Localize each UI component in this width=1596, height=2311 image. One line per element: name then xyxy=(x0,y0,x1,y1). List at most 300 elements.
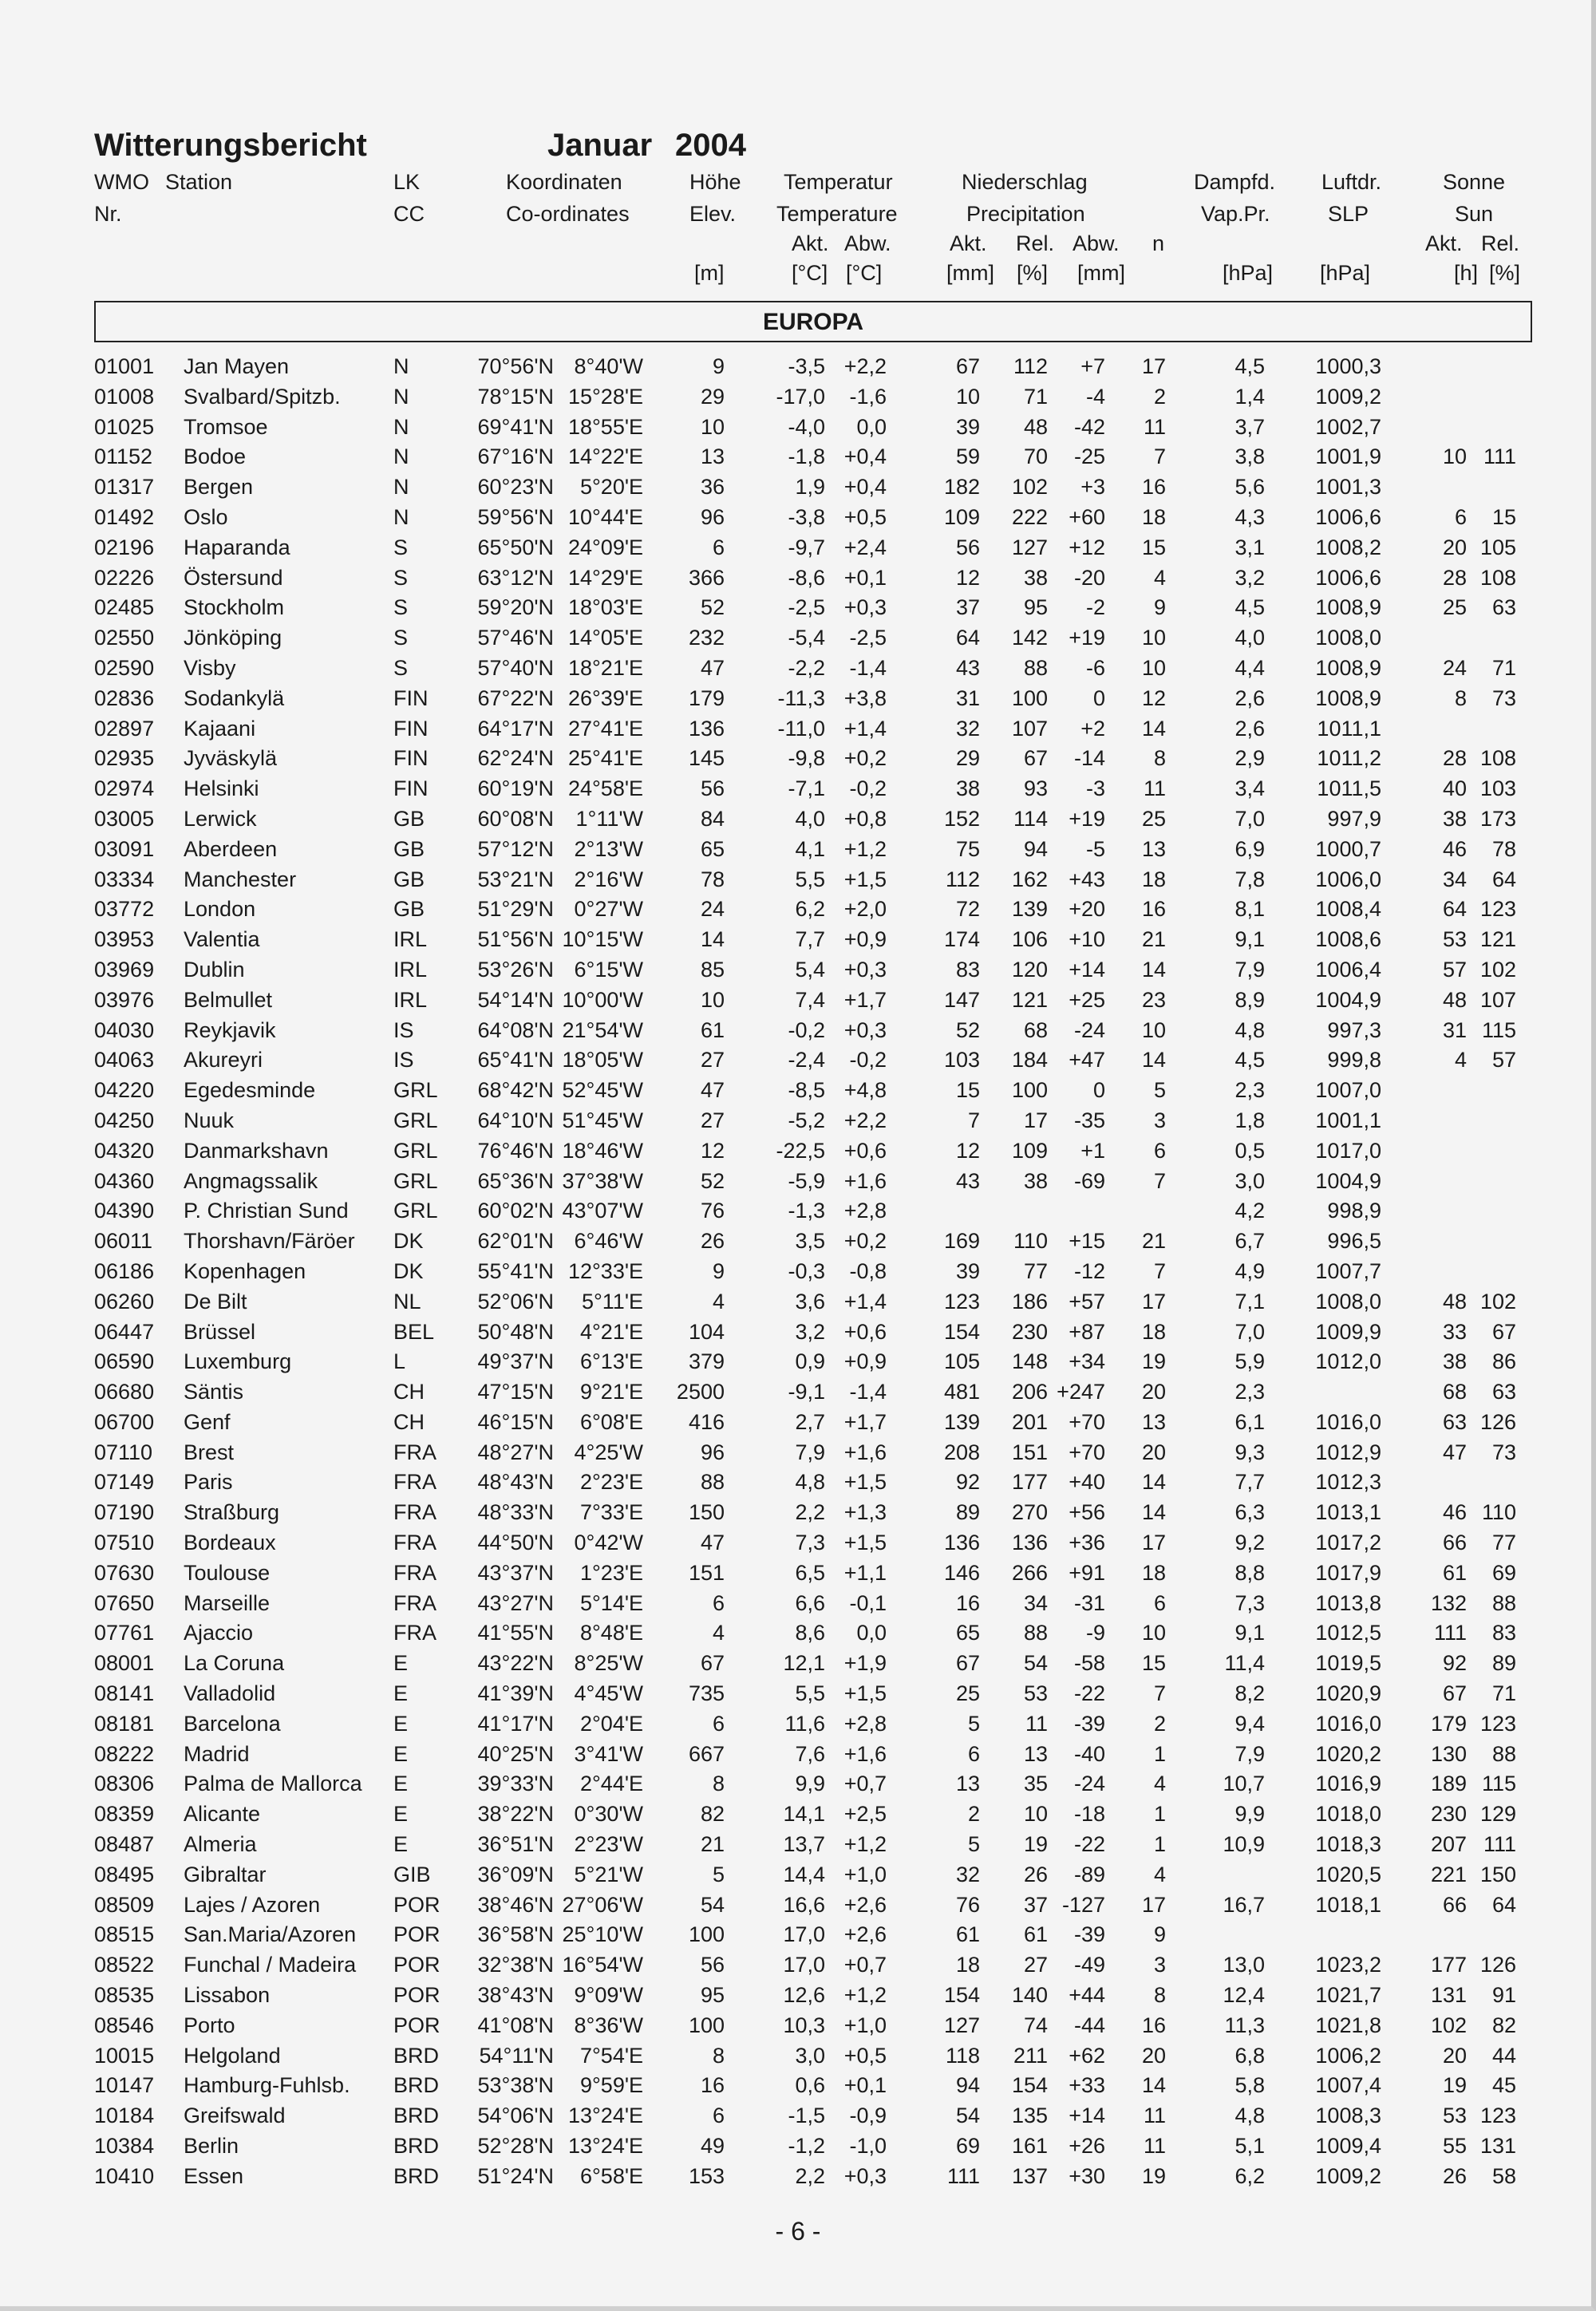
cell-wmo: 08306 xyxy=(94,1772,155,1796)
cell-temp-abw: +1,5 xyxy=(843,867,887,891)
cell-prec-rel: 106 xyxy=(1011,927,1048,952)
table-row xyxy=(0,985,1596,1015)
cell-station: Reykjavik xyxy=(184,1017,276,1042)
cell-temp-abw: +1,4 xyxy=(843,1289,887,1314)
cell-wmo: 08181 xyxy=(94,1711,155,1736)
cell-sun-akt: 38 xyxy=(1442,1349,1467,1374)
cell-lon: 10°00'W xyxy=(562,987,643,1012)
cell-sun-rel: 121 xyxy=(1479,927,1516,952)
cell-prec-abw: +47 xyxy=(1069,1048,1105,1073)
cell-lk: E xyxy=(393,1802,409,1827)
table-row xyxy=(0,1317,1596,1347)
cell-lk: N xyxy=(393,444,409,469)
cell-sun-rel: 78 xyxy=(1491,836,1516,861)
unit-prec-abw: [mm] xyxy=(1077,261,1125,285)
cell-slp: 1017,9 xyxy=(1315,1560,1381,1585)
cell-prec-rel: 27 xyxy=(1023,1953,1048,1977)
cell-temp-abw: +1,1 xyxy=(843,1560,887,1585)
cell-prec-n: 18 xyxy=(1141,504,1166,529)
cell-lon: 18°03'E xyxy=(567,595,643,620)
cell-lk: BRD xyxy=(393,2163,440,2188)
cell-prec-akt: 5 xyxy=(967,1832,980,1857)
cell-elev: 150 xyxy=(688,1500,725,1525)
col-hoehe: Höhe xyxy=(689,170,741,194)
cell-prec-n: 8 xyxy=(1153,746,1166,771)
cell-prec-rel: 140 xyxy=(1011,1983,1048,2008)
cell-prec-akt: 59 xyxy=(955,444,980,469)
cell-elev: 379 xyxy=(688,1349,725,1374)
cell-station: Kajaani xyxy=(184,716,256,741)
table-row xyxy=(0,653,1596,683)
cell-lon: 24°09'E xyxy=(567,535,643,559)
cell-vappr: 6,7 xyxy=(1235,1229,1265,1254)
cell-lon: 16°54'W xyxy=(562,1953,643,1977)
cell-prec-abw: -31 xyxy=(1073,1590,1105,1615)
region-label: EUROPA xyxy=(762,309,864,335)
cell-elev: 8 xyxy=(712,2043,725,2068)
cell-station: Bodoe xyxy=(184,444,247,469)
cell-sun-akt: 102 xyxy=(1430,2013,1467,2037)
cell-prec-akt: 147 xyxy=(943,987,980,1012)
cell-prec-rel: 230 xyxy=(1011,1319,1048,1344)
cell-station: Nuuk xyxy=(184,1108,235,1132)
cell-slp: 1011,1 xyxy=(1317,716,1381,741)
cell-prec-rel: 77 xyxy=(1023,1258,1048,1283)
cell-lon: 2°04'E xyxy=(579,1711,643,1736)
cell-station: Bergen xyxy=(184,475,254,500)
cell-prec-n: 14 xyxy=(1141,716,1166,741)
cell-prec-akt: 52 xyxy=(955,1017,980,1042)
table-row xyxy=(0,412,1596,442)
cell-prec-n: 20 xyxy=(1141,1380,1166,1404)
cell-prec-n: 14 xyxy=(1141,957,1166,982)
unit-sun-rel: [%] xyxy=(1489,261,1521,285)
cell-prec-n: 14 xyxy=(1141,1048,1166,1073)
cell-vappr: 9,9 xyxy=(1235,1802,1265,1827)
cell-elev: 47 xyxy=(700,1531,725,1555)
cell-temp-abw: +0,7 xyxy=(843,1772,887,1796)
table-row xyxy=(0,1075,1596,1105)
table-row xyxy=(0,351,1596,381)
cell-elev: 366 xyxy=(688,565,725,590)
cell-lon: 7°54'E xyxy=(579,2043,643,2068)
cell-lk: S xyxy=(393,655,409,680)
cell-wmo: 01008 xyxy=(94,384,155,409)
cell-temp-akt: -5,4 xyxy=(788,626,825,650)
cell-elev: 78 xyxy=(700,867,725,891)
cell-elev: 151 xyxy=(688,1560,725,1585)
cell-lk: FIN xyxy=(393,776,429,801)
cell-temp-akt: 5,4 xyxy=(795,957,825,982)
cell-lon: 37°38'W xyxy=(562,1168,643,1193)
cell-slp: 1004,9 xyxy=(1315,987,1381,1012)
cell-sun-rel: 108 xyxy=(1479,565,1516,590)
cell-temp-akt: -9,1 xyxy=(788,1380,825,1404)
cell-sun-akt: 221 xyxy=(1430,1862,1467,1886)
cell-slp: 1012,3 xyxy=(1315,1470,1381,1495)
region-header xyxy=(94,301,1532,342)
cell-sun-akt: 20 xyxy=(1442,2043,1467,2068)
cell-temp-abw: +0,5 xyxy=(843,504,887,529)
cell-vappr: 2,3 xyxy=(1235,1078,1265,1103)
cell-sun-rel: 69 xyxy=(1491,1560,1516,1585)
cell-vappr: 13,0 xyxy=(1223,1953,1265,1977)
cell-lon: 6°46'W xyxy=(574,1229,643,1254)
cell-slp: 1012,0 xyxy=(1315,1349,1381,1374)
cell-wmo: 08359 xyxy=(94,1802,155,1827)
cell-slp: 998,9 xyxy=(1327,1199,1381,1223)
cell-elev: 88 xyxy=(700,1470,725,1495)
cell-lon: 2°44'E xyxy=(579,1772,643,1796)
cell-slp: 1008,2 xyxy=(1315,535,1381,559)
cell-station: Brüssel xyxy=(184,1319,256,1344)
cell-prec-abw: -24 xyxy=(1073,1017,1105,1042)
cell-elev: 96 xyxy=(700,1440,725,1464)
cell-lk: GRL xyxy=(393,1199,438,1223)
cell-lon: 13°24'E xyxy=(567,2104,643,2128)
unit-dampfd: [hPa] xyxy=(1223,261,1274,285)
cell-prec-abw: -4 xyxy=(1085,384,1105,409)
cell-temp-akt: 3,0 xyxy=(795,2043,825,2068)
cell-prec-akt: 72 xyxy=(955,897,980,922)
cell-slp: 1001,1 xyxy=(1315,1108,1381,1132)
cell-lon: 15°28'E xyxy=(567,384,643,409)
cell-lon: 9°59'E xyxy=(579,2073,643,2098)
cell-elev: 67 xyxy=(700,1651,725,1676)
cell-elev: 4 xyxy=(712,1289,725,1314)
col-temperature: Temperature xyxy=(776,202,898,226)
cell-lat: 53°38'N xyxy=(477,2073,554,2098)
unit-prec-rel: [%] xyxy=(1017,261,1049,285)
cell-prec-abw: -12 xyxy=(1073,1258,1105,1283)
col-sun-rel: Rel. xyxy=(1481,231,1520,255)
cell-station: Gibraltar xyxy=(184,1862,267,1886)
cell-wmo: 07650 xyxy=(94,1590,155,1615)
cell-prec-abw: -18 xyxy=(1073,1802,1105,1827)
cell-prec-abw: +10 xyxy=(1069,927,1105,952)
cell-lon: 8°48'E xyxy=(579,1621,643,1645)
cell-sun-rel: 111 xyxy=(1483,444,1516,469)
table-row xyxy=(0,472,1596,502)
cell-sun-rel: 105 xyxy=(1479,535,1516,559)
cell-wmo: 02226 xyxy=(94,565,155,590)
cell-vappr: 8,1 xyxy=(1235,897,1265,922)
cell-temp-akt: -2,4 xyxy=(788,1048,825,1073)
cell-slp: 1021,8 xyxy=(1315,2013,1381,2037)
cell-temp-akt: 3,6 xyxy=(795,1289,825,1314)
cell-lat: 60°08'N xyxy=(477,806,554,831)
cell-lk: NL xyxy=(393,1289,421,1314)
cell-prec-abw: +2 xyxy=(1080,716,1105,741)
cell-lk: BRD xyxy=(393,2104,440,2128)
cell-temp-akt: 6,5 xyxy=(795,1560,825,1585)
cell-lat: 68°42'N xyxy=(477,1078,554,1103)
cell-station: Madrid xyxy=(184,1741,250,1766)
cell-temp-abw: +1,0 xyxy=(843,2013,887,2037)
cell-prec-rel: 68 xyxy=(1023,1017,1048,1042)
cell-temp-abw: -0,1 xyxy=(849,1590,887,1615)
cell-temp-akt: 5,5 xyxy=(795,1681,825,1706)
cell-slp: 1023,2 xyxy=(1315,1953,1381,1977)
cell-prec-abw: -44 xyxy=(1073,2013,1105,2037)
cell-prec-n: 4 xyxy=(1153,1862,1166,1886)
cell-lat: 60°19'N xyxy=(477,776,554,801)
cell-wmo: 07510 xyxy=(94,1531,155,1555)
cell-sun-rel: 82 xyxy=(1491,2013,1516,2037)
cell-prec-rel: 136 xyxy=(1011,1531,1048,1555)
cell-slp: 1018,1 xyxy=(1315,1892,1381,1917)
cell-sun-rel: 111 xyxy=(1483,1832,1516,1857)
cell-temp-abw: +1,9 xyxy=(843,1651,887,1676)
cell-prec-akt: 39 xyxy=(955,414,980,439)
cell-vappr: 7,7 xyxy=(1235,1470,1265,1495)
table-row xyxy=(0,622,1596,653)
cell-vappr: 5,9 xyxy=(1235,1349,1265,1374)
cell-temp-akt: 14,1 xyxy=(783,1802,825,1827)
cell-prec-rel: 11 xyxy=(1025,1711,1048,1736)
cell-temp-akt: -17,0 xyxy=(776,384,825,409)
cell-wmo: 01317 xyxy=(94,475,155,500)
cell-sun-akt: 177 xyxy=(1430,1953,1467,1977)
cell-prec-abw: +7 xyxy=(1080,354,1105,378)
cell-vappr: 7,3 xyxy=(1235,1590,1265,1615)
cell-lk: FIN xyxy=(393,685,429,710)
cell-lat: 54°14'N xyxy=(477,987,554,1012)
cell-prec-akt: 481 xyxy=(943,1380,980,1404)
cell-prec-abw: +60 xyxy=(1069,504,1105,529)
cell-prec-abw: +14 xyxy=(1069,957,1105,982)
cell-lk: S xyxy=(393,595,409,620)
cell-lk: N xyxy=(393,384,409,409)
cell-slp: 1017,2 xyxy=(1315,1531,1381,1555)
cell-sun-akt: 130 xyxy=(1430,1741,1467,1766)
table-row xyxy=(0,1226,1596,1256)
cell-vappr: 9,1 xyxy=(1235,1621,1265,1645)
cell-prec-abw: -20 xyxy=(1073,565,1105,590)
cell-lat: 43°22'N xyxy=(477,1651,554,1676)
cell-temp-akt: 10,3 xyxy=(783,2013,825,2037)
cell-lat: 36°09'N xyxy=(477,1862,554,1886)
cell-temp-akt: 1,9 xyxy=(795,475,825,500)
cell-prec-akt: 15 xyxy=(955,1078,980,1103)
cell-prec-rel: 211 xyxy=(1013,2043,1048,2068)
cell-sun-rel: 63 xyxy=(1491,595,1516,620)
cell-vappr: 7,0 xyxy=(1235,806,1265,831)
cell-lk: GB xyxy=(393,867,425,891)
cell-station: Helgoland xyxy=(184,2043,281,2068)
table-row xyxy=(0,1497,1596,1527)
cell-slp: 1021,7 xyxy=(1315,1983,1381,2008)
table-row xyxy=(0,1768,1596,1799)
cell-prec-akt: 61 xyxy=(955,1922,980,1947)
cell-lat: 54°11'N xyxy=(479,2043,554,2068)
col-prec-rel: Rel. xyxy=(1016,231,1055,255)
cell-temp-akt: 14,4 xyxy=(783,1862,825,1886)
cell-wmo: 08509 xyxy=(94,1892,155,1917)
cell-sun-rel: 107 xyxy=(1479,987,1516,1012)
cell-wmo: 03976 xyxy=(94,987,155,1012)
cell-sun-rel: 63 xyxy=(1491,1380,1516,1404)
cell-prec-abw: -22 xyxy=(1073,1832,1105,1857)
cell-lon: 10°15'W xyxy=(562,927,643,952)
cell-prec-n: 16 xyxy=(1141,2013,1166,2037)
cell-temp-akt: 2,7 xyxy=(795,1409,825,1434)
cell-prec-akt: 146 xyxy=(943,1560,980,1585)
cell-prec-n: 14 xyxy=(1141,1500,1166,1525)
cell-vappr: 2,6 xyxy=(1235,685,1265,710)
unit-sun-akt: [h] xyxy=(1454,261,1479,285)
cell-lon: 27°06'W xyxy=(562,1892,643,1917)
table-row xyxy=(0,1256,1596,1286)
cell-prec-rel: 94 xyxy=(1023,836,1048,861)
cell-lon: 21°54'W xyxy=(562,1017,643,1042)
cell-lon: 6°13'E xyxy=(579,1349,643,1374)
cell-lk: FRA xyxy=(393,1621,437,1645)
cell-temp-abw: +2,8 xyxy=(843,1199,887,1223)
cell-lon: 18°05'W xyxy=(562,1048,643,1073)
cell-sun-akt: 10 xyxy=(1442,444,1467,469)
cell-prec-akt: 56 xyxy=(955,535,980,559)
cell-lk: POR xyxy=(393,1892,440,1917)
table-row xyxy=(0,713,1596,744)
table-row xyxy=(0,1437,1596,1468)
cell-temp-abw: +0,9 xyxy=(843,1349,887,1374)
table-row xyxy=(0,1709,1596,1739)
cell-prec-akt: 2 xyxy=(967,1802,980,1827)
cell-lon: 52°45'W xyxy=(562,1078,643,1103)
cell-prec-rel: 114 xyxy=(1013,806,1048,831)
cell-lat: 43°37'N xyxy=(477,1560,554,1585)
cell-prec-akt: 92 xyxy=(955,1470,980,1495)
cell-lk: CH xyxy=(393,1380,425,1404)
cell-prec-rel: 109 xyxy=(1011,1138,1048,1163)
cell-wmo: 03772 xyxy=(94,897,155,922)
table-row xyxy=(0,2131,1596,2161)
cell-prec-rel: 135 xyxy=(1011,2104,1048,2128)
cell-wmo: 08222 xyxy=(94,1741,155,1766)
cell-temp-akt: -1,5 xyxy=(788,2104,825,2128)
cell-temp-akt: 6,6 xyxy=(795,1590,825,1615)
cell-lat: 39°33'N xyxy=(477,1772,554,1796)
cell-elev: 5 xyxy=(712,1862,725,1886)
cell-prec-akt: 54 xyxy=(955,2104,980,2128)
cell-slp: 1013,1 xyxy=(1315,1500,1381,1525)
table-row xyxy=(0,2040,1596,2071)
cell-slp: 1008,0 xyxy=(1315,626,1381,650)
cell-sun-akt: 8 xyxy=(1454,685,1467,710)
cell-temp-akt: 7,6 xyxy=(795,1741,825,1766)
cell-slp: 1000,7 xyxy=(1315,836,1381,861)
cell-vappr: 3,8 xyxy=(1235,444,1265,469)
cell-temp-akt: 2,2 xyxy=(795,2163,825,2188)
cell-prec-akt: 169 xyxy=(943,1229,980,1254)
cell-vappr: 3,4 xyxy=(1235,776,1265,801)
cell-vappr: 4,8 xyxy=(1235,1017,1265,1042)
cell-prec-akt: 208 xyxy=(943,1440,980,1464)
cell-elev: 85 xyxy=(700,957,725,982)
cell-elev: 667 xyxy=(688,1741,725,1766)
cell-prec-akt: 76 xyxy=(955,1892,980,1917)
table-row xyxy=(0,924,1596,954)
table-row xyxy=(0,1588,1596,1618)
cell-lon: 5°21'W xyxy=(574,1862,643,1886)
col-slp: SLP xyxy=(1328,202,1369,226)
cell-prec-n: 4 xyxy=(1153,1772,1166,1796)
cell-station: Sodankylä xyxy=(184,685,285,710)
cell-lat: 41°17'N xyxy=(477,1711,554,1736)
cell-prec-rel: 161 xyxy=(1011,2134,1048,2159)
cell-prec-rel: 71 xyxy=(1023,384,1048,409)
cell-prec-rel: 270 xyxy=(1011,1500,1048,1525)
col-precipitation: Precipitation xyxy=(966,202,1085,226)
cell-prec-rel: 148 xyxy=(1011,1349,1048,1374)
cell-prec-rel: 177 xyxy=(1011,1470,1048,1495)
cell-lk: FRA xyxy=(393,1500,437,1525)
cell-prec-rel: 110 xyxy=(1013,1229,1048,1254)
cell-vappr: 6,8 xyxy=(1235,2043,1265,2068)
cell-wmo: 06447 xyxy=(94,1319,155,1344)
cell-sun-rel: 126 xyxy=(1479,1409,1516,1434)
cell-temp-akt: 7,3 xyxy=(795,1531,825,1555)
cell-lat: 69°41'N xyxy=(477,414,554,439)
cell-vappr: 16,7 xyxy=(1223,1892,1265,1917)
cell-slp: 1016,9 xyxy=(1315,1772,1381,1796)
cell-sun-rel: 89 xyxy=(1491,1651,1516,1676)
cell-prec-rel: 93 xyxy=(1023,776,1048,801)
table-row xyxy=(0,834,1596,864)
cell-lat: 78°15'N xyxy=(477,384,554,409)
table-row xyxy=(0,1045,1596,1075)
cell-prec-abw: -39 xyxy=(1073,1922,1105,1947)
cell-prec-akt: 94 xyxy=(955,2073,980,2098)
unit-hoehe: [m] xyxy=(694,261,725,285)
cell-station: Thorshavn/Färöer xyxy=(184,1229,355,1254)
cell-prec-n: 17 xyxy=(1141,1289,1166,1314)
cell-temp-akt: 17,0 xyxy=(783,1953,825,1977)
cell-station: Säntis xyxy=(184,1380,244,1404)
cell-lon: 3°41'W xyxy=(574,1741,643,1766)
cell-sun-akt: 67 xyxy=(1442,1681,1467,1706)
cell-lat: 64°17'N xyxy=(477,716,554,741)
col-temp-akt: Akt. xyxy=(792,231,829,255)
cell-temp-abw: -1,0 xyxy=(849,2134,887,2159)
unit-temp-abw: [°C] xyxy=(846,261,883,285)
table-row xyxy=(0,1527,1596,1558)
cell-sun-akt: 46 xyxy=(1442,836,1467,861)
table-row xyxy=(0,804,1596,834)
cell-prec-n: 2 xyxy=(1153,384,1166,409)
cell-sun-rel: 45 xyxy=(1491,2073,1516,2098)
cell-sun-rel: 110 xyxy=(1481,1500,1516,1525)
cell-temp-abw: +2,8 xyxy=(843,1711,887,1736)
cell-temp-abw: +4,8 xyxy=(843,1078,887,1103)
cell-prec-akt: 38 xyxy=(955,776,980,801)
cell-prec-rel: 74 xyxy=(1023,2013,1048,2037)
cell-sun-akt: 66 xyxy=(1442,1531,1467,1555)
cell-prec-n: 1 xyxy=(1153,1741,1166,1766)
cell-prec-n: 11 xyxy=(1143,2104,1166,2128)
cell-wmo: 02590 xyxy=(94,655,155,680)
cell-lon: 2°13'W xyxy=(574,836,643,861)
cell-prec-akt: 139 xyxy=(943,1409,980,1434)
cell-prec-rel: 95 xyxy=(1023,595,1048,620)
cell-slp: 1016,0 xyxy=(1315,1711,1381,1736)
cell-prec-akt: 69 xyxy=(955,2134,980,2159)
cell-station: Luxemburg xyxy=(184,1349,292,1374)
cell-prec-akt: 154 xyxy=(943,1319,980,1344)
cell-prec-rel: 61 xyxy=(1023,1922,1048,1947)
cell-temp-akt: 7,9 xyxy=(795,1440,825,1464)
